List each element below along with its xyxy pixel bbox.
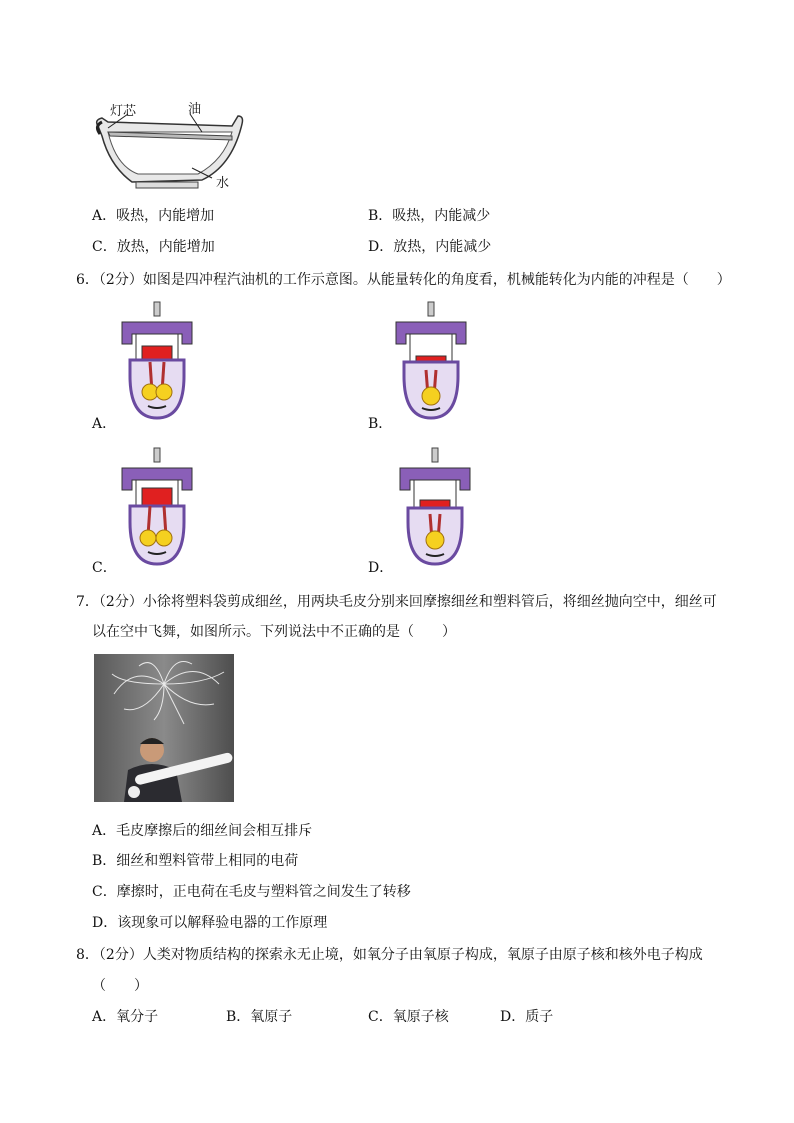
q7-stem-line2: 以在空中飞舞，如图所示。下列说法中不正确的是（ ）: [92, 624, 456, 640]
q7-option-a: [92, 820, 312, 840]
q7-stem-line1: 7．（2分）小徐将塑料袋剪成细丝，用两块毛皮分别来回摩擦细丝和塑料管后，将细丝抛向空中，细丝可: [76, 594, 717, 610]
q6-option-a: A．: [92, 416, 117, 432]
option-text: 吸热，内能减少: [392, 208, 491, 224]
engine-diagram-b: [394, 300, 468, 424]
q6-option-d: D．: [368, 560, 394, 576]
q6-stem: 6．（2分）如图是四冲程汽油机的工作示意图。从能量转化的角度看，机械能转化为内能的冲程是（ ）: [76, 272, 731, 288]
engine-figure-c: [120, 446, 194, 570]
photo-illustration: [94, 654, 234, 802]
q5-option-a: [92, 205, 214, 225]
q8-option-a: [92, 1006, 158, 1026]
q7-option-d: [92, 912, 327, 932]
q5-option-d: [368, 236, 491, 256]
q6-option-b: B．: [368, 416, 393, 432]
option-letter: D．: [500, 1009, 526, 1025]
option-letter: A．: [92, 1009, 117, 1025]
q8-stem-line2: （ ）: [92, 978, 148, 994]
option-letter: C．: [92, 884, 117, 900]
option-text: 该现象可以解释验电器的工作原理: [117, 915, 328, 931]
q7-option-b: [92, 850, 298, 870]
option-text: 放热，内能减少: [393, 239, 492, 255]
q8-stem-line1: 8．（2分）人类对物质结构的探索永无止境，如氧分子由氧原子构成，氧原子由原子核和核外电子构成: [76, 947, 703, 963]
engine-diagram-a: [120, 300, 194, 424]
label-oil: 油: [188, 102, 202, 117]
option-text: 毛皮摩擦后的细丝间会相互排斥: [116, 823, 313, 839]
q5-option-b: [368, 205, 490, 225]
option-letter: C．: [368, 1009, 393, 1025]
engine-diagram-d: [398, 446, 472, 570]
option-text: 摩擦时，正电荷在毛皮与塑料管之间发生了转移: [116, 884, 411, 900]
option-letter: A．: [92, 208, 117, 224]
option-text: 细丝和塑料管带上相同的电荷: [116, 853, 299, 869]
option-text: 吸热，内能增加: [116, 208, 215, 224]
option-text: 氧分子: [116, 1009, 159, 1025]
q7-option-c: [92, 881, 411, 901]
engine-figure-a: [120, 300, 194, 424]
option-letter: B．: [92, 853, 117, 869]
q8-option-d: [500, 1006, 553, 1026]
engine-figure-b: [394, 300, 468, 424]
option-letter: B．: [226, 1009, 251, 1025]
option-text: 氧原子: [250, 1009, 293, 1025]
oil-lamp-figure: [92, 96, 252, 196]
q8-option-c: [368, 1006, 449, 1026]
engine-diagram-c: [120, 446, 194, 570]
label-water: 水: [216, 176, 230, 191]
option-text: 放热，内能增加: [116, 239, 215, 255]
option-letter: D．: [368, 239, 394, 255]
q8-option-b: [226, 1006, 292, 1026]
option-letter: B．: [368, 208, 393, 224]
option-letter: C．: [92, 239, 117, 255]
option-letter: D．: [92, 915, 118, 931]
option-text: 质子: [525, 1009, 554, 1025]
option-letter: A．: [92, 823, 117, 839]
flying-strands-photo: [94, 654, 234, 802]
label-wick: 灯芯: [110, 104, 137, 119]
engine-figure-d: [398, 446, 472, 570]
option-text: 氧原子核: [392, 1009, 449, 1025]
q6-option-c: C．: [92, 560, 117, 576]
q5-option-c: [92, 236, 215, 256]
